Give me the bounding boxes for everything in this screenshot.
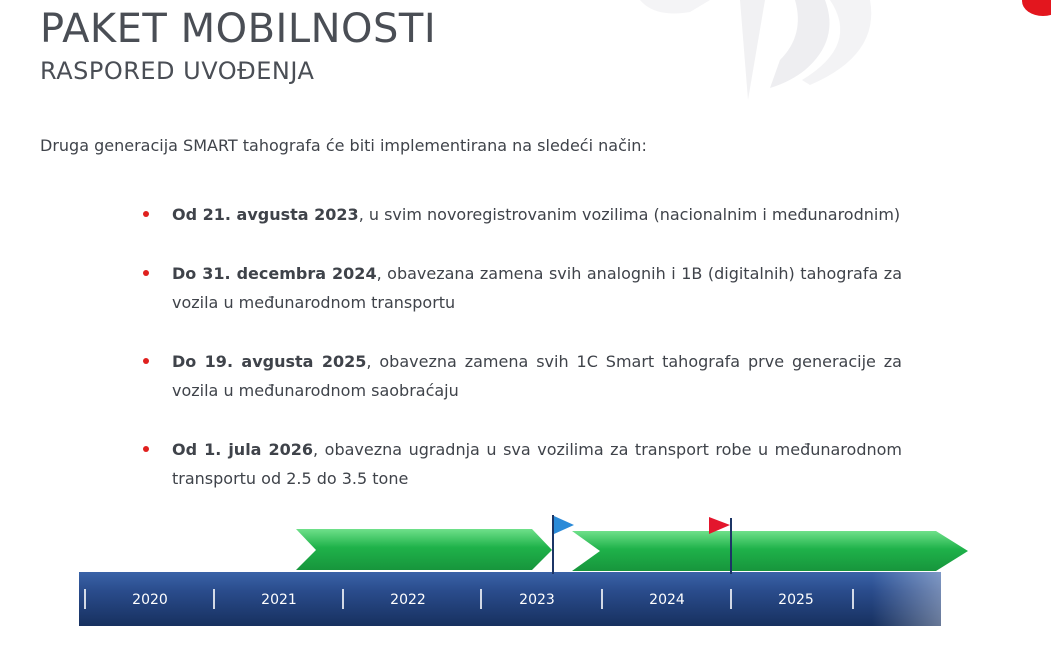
bullet-body: , obavezna zamena svih 1C Smart tahografa prve generacije za vozila u međunarodnom saobraćaju	[172, 352, 902, 400]
bullet-date: Do 31. decembra 2024	[172, 264, 377, 283]
bullet-dot-icon	[143, 446, 149, 452]
timeline-arrow-icon	[572, 531, 968, 571]
bullet-date: Od 21. avgusta 2023	[172, 205, 359, 224]
bullet-dot-icon	[143, 358, 149, 364]
bullet-text	[172, 200, 902, 229]
timeline-year-label: 2020	[132, 592, 168, 608]
watermark-logo-icon	[630, 0, 910, 110]
bullet-text	[172, 259, 902, 317]
bullet-text	[172, 435, 902, 493]
timeline-year-label: 2023	[519, 592, 555, 608]
intro-text: Druga generacija SMART tahografa će biti implementirana na sledeći način:	[40, 136, 647, 155]
bullet-body: , u svim novoregistrovanim vozilima (nacionalnim i međunarodnim)	[358, 205, 901, 224]
bullet-date: Od 1. jula 2026	[172, 440, 314, 459]
timeline-year-label: 2021	[261, 592, 297, 608]
page-title: PAKET MOBILNOSTI	[40, 6, 437, 52]
bullet-dot-icon	[143, 211, 149, 217]
bullet-body: , obavezna ugradnja u sva vozilima za transport robe u međunarodnom transportu od 2.5 do 3.5 tone	[172, 440, 902, 488]
timeline-year-label: 2025	[778, 592, 814, 608]
blue-flag-icon	[553, 515, 574, 574]
timeline	[0, 500, 1051, 640]
bullet-dot-icon	[143, 270, 149, 276]
bullet-text	[172, 347, 902, 405]
page-subtitle: RASPORED UVOĐENJA	[40, 57, 315, 85]
bullet-body: , obavezana zamena svih analognih i 1B (digitalnih) tahografa za vozila u međunarodnom transportu	[172, 264, 902, 312]
corner-brand-dot	[1022, 0, 1051, 16]
timeline-arrow-icon	[296, 529, 552, 570]
bullet-date: Do 19. avgusta 2025	[172, 352, 367, 371]
timeline-year-label: 2022	[390, 592, 426, 608]
timeline-year-label: 2024	[649, 592, 685, 608]
